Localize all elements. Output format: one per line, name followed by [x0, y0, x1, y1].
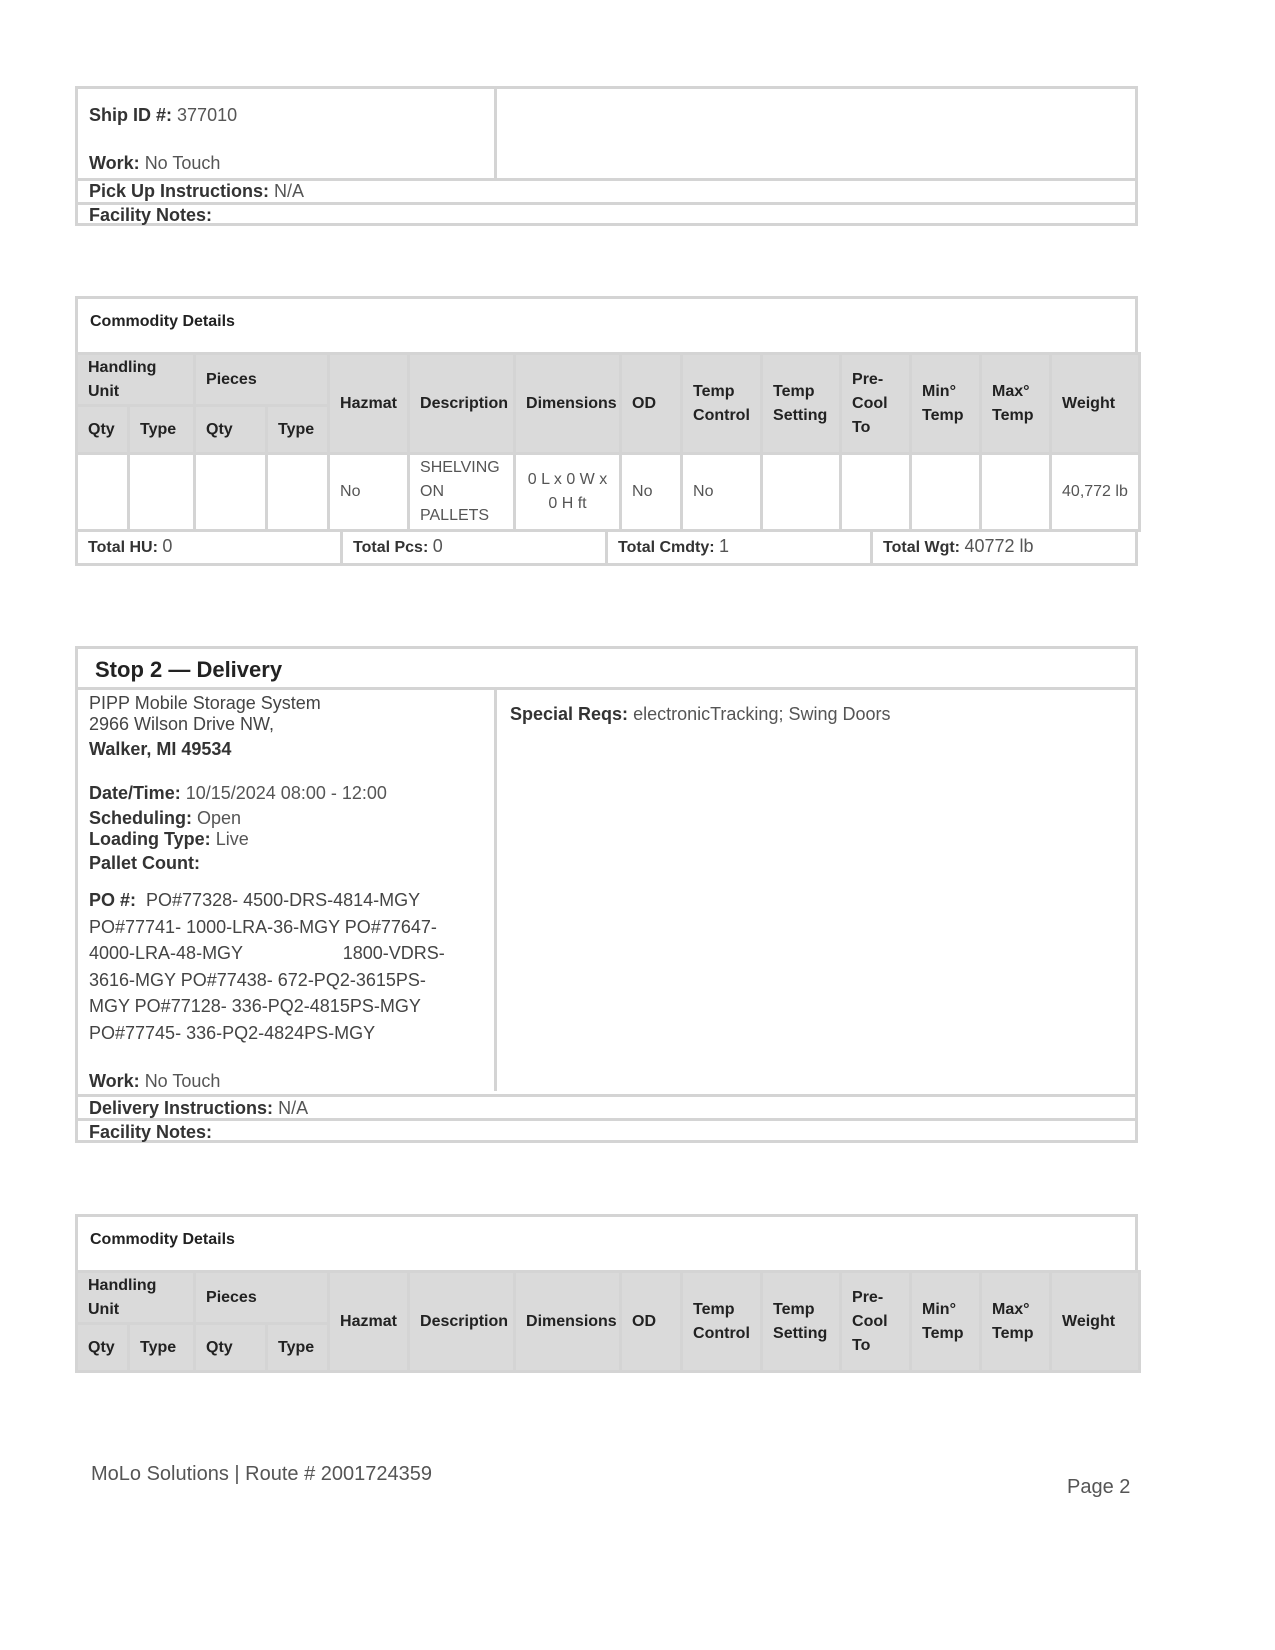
commodity-totals — [75, 532, 1138, 566]
delivery-instructions-line: Delivery Instructions: N/A — [89, 1098, 309, 1118]
temp-control-header: Temp Control — [682, 1272, 762, 1372]
description-cell: SHELVING ON PALLETS — [409, 454, 515, 531]
work-label: Work: — [89, 153, 140, 173]
stop2-title: Stop 2 — Delivery — [95, 657, 283, 682]
commodity-section-header — [75, 1214, 1138, 1270]
divider — [494, 687, 497, 1091]
hu-qty-cell — [77, 454, 129, 531]
commodity-table — [75, 352, 1141, 532]
facility-notes-line — [89, 203, 212, 227]
po-line: PO#77745- 336-PQ2-4824PS-MGY — [89, 1022, 376, 1043]
total-wgt: Total Wgt: 40772 lb — [873, 532, 1138, 566]
stop2-work-line: Work: No Touch — [89, 1071, 221, 1091]
pcs-qty-cell — [195, 454, 267, 531]
po-label: PO #: — [89, 890, 137, 910]
min-temp-header: Min° Temp — [911, 1272, 981, 1372]
dimensions-cell: 0 L x 0 W x 0 H ft — [515, 454, 621, 531]
divider — [78, 202, 1135, 205]
hu-type-cell — [129, 454, 195, 531]
commodity-details-1 — [75, 296, 1138, 566]
datetime-line: Date/Time: 10/15/2024 08:00 - 12:00 — [89, 783, 387, 803]
pieces-header: Pieces — [195, 1272, 329, 1324]
work-line — [89, 151, 220, 175]
precool-header: Pre- Cool To — [841, 354, 911, 454]
hazmat-header: Hazmat — [329, 354, 409, 454]
special-reqs-line: Special Reqs: electronicTracking; Swing Doors — [510, 704, 891, 724]
description-header: Description — [409, 1272, 515, 1372]
dimensions-header: Dimensions — [515, 354, 621, 454]
min-temp-header: Min° Temp — [911, 354, 981, 454]
stop2-city: Walker, MI 49534 — [89, 739, 232, 759]
handling-unit-header: Handling Unit — [77, 1272, 195, 1324]
temp-control-cell: No — [682, 454, 762, 531]
footer-route: MoLo Solutions | Route # 2001724359 — [91, 1463, 433, 1485]
max-temp-header: Max° Temp — [981, 354, 1051, 454]
ship-id-value: 377010 — [177, 105, 238, 125]
precool-header: Pre- Cool To — [841, 1272, 911, 1372]
weight-cell: 40,772 lb — [1051, 454, 1140, 531]
pcs-type-cell — [267, 454, 329, 531]
commodity-details-2 — [75, 1214, 1138, 1373]
handling-unit-header: Handling Unit — [77, 354, 195, 406]
loading-type-line: Loading Type: Live — [89, 829, 249, 849]
hazmat-header: Hazmat — [329, 1272, 409, 1372]
pickup-label: Pick Up Instructions: — [89, 181, 270, 201]
pcs-type-header: Type — [267, 1324, 329, 1372]
divider — [78, 1118, 1135, 1121]
hu-qty-header: Qty — [77, 1324, 129, 1372]
divider — [78, 687, 1135, 690]
po-line: 4000-LRA-48-MGY 1800-VDRS- — [89, 943, 445, 963]
hu-type-header: Type — [129, 406, 195, 454]
pcs-qty-header: Qty — [195, 1324, 267, 1372]
hu-qty-header: Qty — [77, 406, 129, 454]
commodity-section-title: Commodity Details — [90, 313, 235, 330]
max-temp-header: Max° Temp — [981, 1272, 1051, 1372]
description-header: Description — [409, 354, 515, 454]
stop1-info-box — [75, 86, 1138, 226]
dimensions-header: Dimensions — [515, 1272, 621, 1372]
ship-id-line — [89, 103, 237, 127]
od-header: OD — [621, 1272, 682, 1372]
temp-setting-header: Temp Setting — [762, 354, 841, 454]
stop2-street: 2966 Wilson Drive NW, — [89, 714, 275, 734]
work-value: No Touch — [144, 153, 221, 173]
facility-label: Facility Notes: — [89, 205, 213, 225]
commodity-section-header — [75, 296, 1138, 352]
scheduling-line: Scheduling: Open — [89, 808, 242, 828]
stop1-left-cell — [78, 89, 497, 178]
commodity-section-title: Commodity Details — [90, 1231, 235, 1248]
total-cmdty: Total Cmdty: 1 — [608, 532, 873, 566]
precool-cell — [841, 454, 911, 531]
weight-header: Weight — [1051, 354, 1140, 454]
stop2-facility-notes-line: Facility Notes: — [89, 1122, 213, 1142]
ship-id-label: Ship ID #: — [89, 105, 173, 125]
hu-type-header: Type — [129, 1324, 195, 1372]
table-row — [77, 454, 1140, 531]
od-header: OD — [621, 354, 682, 454]
pcs-type-header: Type — [267, 406, 329, 454]
po-block — [89, 887, 445, 1046]
pickup-value: N/A — [274, 181, 305, 201]
pieces-header: Pieces — [195, 354, 329, 406]
stop2-box — [75, 646, 1138, 1143]
po-line: PO#77741- 1000-LRA-36-MGY PO#77647- — [89, 916, 437, 937]
temp-control-header: Temp Control — [682, 354, 762, 454]
hazmat-cell: No — [329, 454, 409, 531]
pallet-count-line: Pallet Count: — [89, 853, 200, 873]
po-line: PO#77328- 4500-DRS-4814-MGY — [146, 890, 421, 910]
od-cell: No — [621, 454, 682, 531]
po-line: 3616-MGY PO#77438- 672-PQ2-3615PS- — [89, 969, 426, 990]
total-pcs: Total Pcs: 0 — [343, 532, 608, 566]
max-temp-cell — [981, 454, 1051, 531]
total-hu: Total HU: 0 — [75, 532, 343, 566]
pickup-instructions-line — [89, 179, 304, 203]
temp-setting-cell — [762, 454, 841, 531]
page-number: Page 2 — [1067, 1476, 1131, 1498]
min-temp-cell — [911, 454, 981, 531]
temp-setting-header: Temp Setting — [762, 1272, 841, 1372]
pcs-qty-header: Qty — [195, 406, 267, 454]
stop2-company: PIPP Mobile Storage System — [89, 693, 321, 713]
commodity-table — [75, 1270, 1141, 1373]
po-line: MGY PO#77128- 336-PQ2-4815PS-MGY — [89, 996, 421, 1016]
weight-header: Weight — [1051, 1272, 1140, 1372]
